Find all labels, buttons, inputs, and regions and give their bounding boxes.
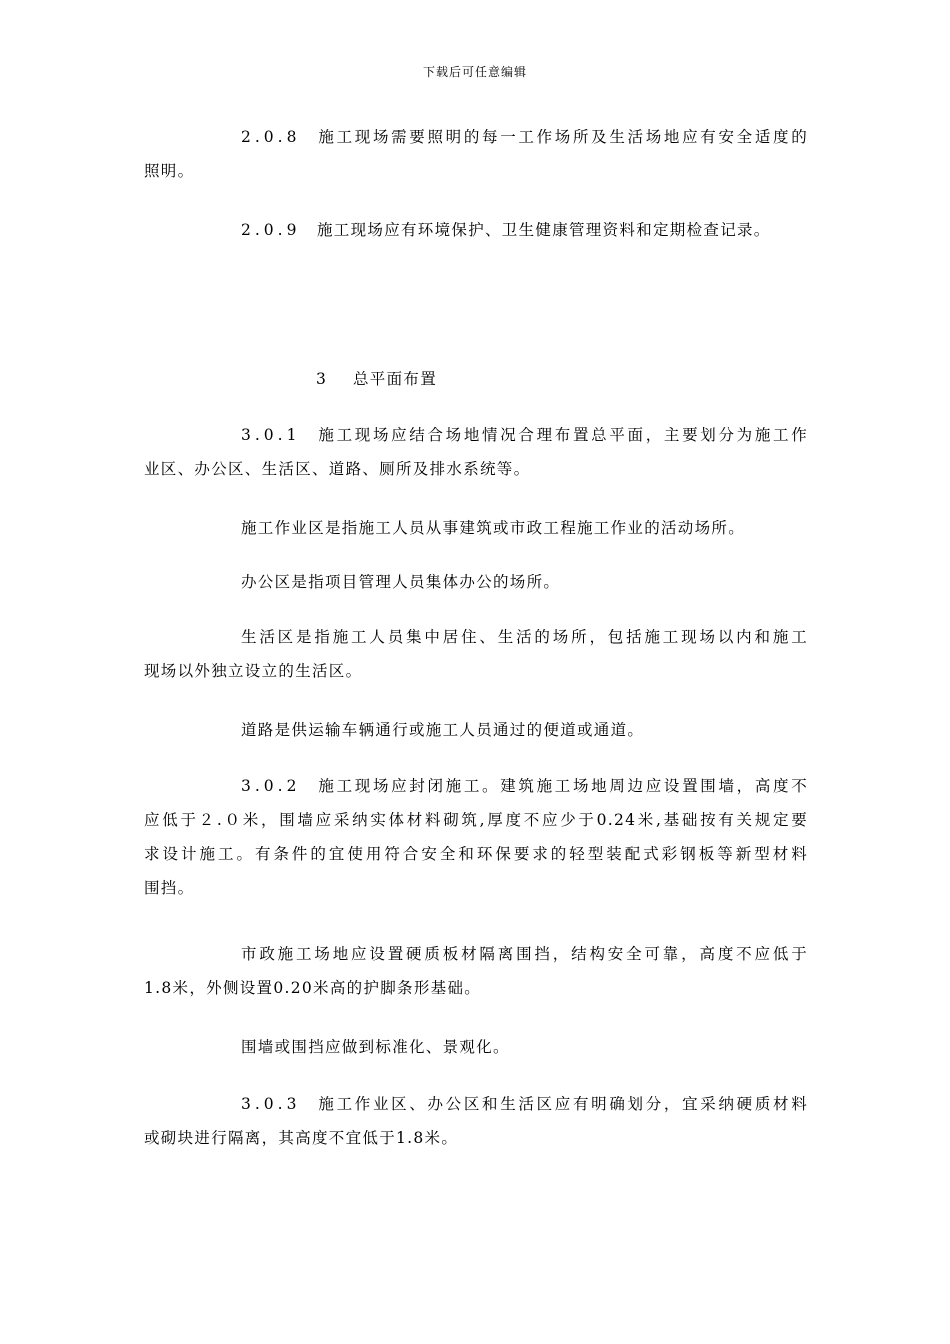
paragraph-3-0-3 [144, 1087, 808, 1155]
paragraph-3-0-2 [144, 769, 808, 905]
paragraph-municipal [144, 937, 808, 1005]
paragraph-line: 3.0.2 施工现场应封闭施工。建筑施工场地周边应设置围墙，高度不 [144, 769, 808, 803]
paragraph-line: 围挡。 [144, 879, 195, 897]
paragraph-road [144, 713, 808, 747]
paragraph-line: 道路是供运输车辆通行或施工人员通过的便道或通道。 [241, 721, 645, 739]
paragraph-line: 或砌块进行隔离，其高度不宜低于1.8米。 [144, 1129, 459, 1147]
paragraph-line: 办公区是指项目管理人员集体办公的场所。 [241, 573, 561, 591]
clause-number: 2.0.9 [241, 221, 301, 239]
paragraph-line: 1.8米，外侧设置0.20米高的护脚条形基础。 [144, 979, 482, 997]
paragraph-line: 2.0.8 施工现场需要照明的每一工作场所及生活场地应有安全适度的 [144, 120, 808, 154]
clause-number: 3.0.2 [241, 777, 301, 795]
paragraph-line: 现场以外独立设立的生活区。 [144, 662, 363, 680]
paragraph-line: 生活区是指施工人员集中居住、生活的场所，包括施工现场以内和施工 [241, 628, 808, 646]
paragraph-line: 2.0.9 施工现场应有环境保护、卫生健康管理资料和定期检查记录。 [144, 213, 808, 247]
paragraph-2-0-8 [144, 120, 808, 188]
paragraph-line: 市政施工场地应设置硬质板材隔离围挡，结构安全可靠，高度不应低于 [241, 945, 808, 963]
section-number: 3 [316, 370, 328, 388]
paragraph-line: 围墙或围挡应做到标准化、景观化。 [241, 1038, 510, 1056]
paragraph-2-0-9 [144, 213, 808, 247]
paragraph-work-area [144, 511, 808, 545]
page-header: 下载后可任意编辑 [422, 65, 527, 79]
section-title: 总平面布置 [353, 370, 438, 388]
paragraph-living-area [144, 620, 808, 688]
paragraph-line: 业区、办公区、生活区、道路、厕所及排水系统等。 [144, 460, 531, 478]
paragraph-line: 求设计施工。有条件的宜使用符合安全和环保要求的轻型装配式彩钢板等新型材料 [144, 845, 808, 863]
paragraph-line: 3.0.1 施工现场应结合场地情况合理布置总平面，主要划分为施工作 [144, 418, 808, 452]
clause-number: 3.0.3 [241, 1095, 301, 1113]
clause-number: 3.0.1 [241, 426, 301, 444]
paragraph-line: 施工作业区是指施工人员从事建筑或市政工程施工作业的活动场所。 [241, 519, 746, 537]
paragraph-line: 应低于２.０米，围墙应采纳实体材料砌筑,厚度不应少于0.24米,基础按有关规定要 [144, 811, 808, 829]
paragraph-fence [144, 1030, 808, 1064]
clause-number: 2.0.8 [241, 128, 301, 146]
paragraph-line: 3.0.3 施工作业区、办公区和生活区应有明确划分，宜采纳硬质材料 [144, 1087, 808, 1121]
section-heading [316, 362, 437, 396]
paragraph-line: 照明。 [144, 162, 195, 180]
paragraph-office-area [144, 565, 808, 599]
paragraph-3-0-1 [144, 418, 808, 486]
